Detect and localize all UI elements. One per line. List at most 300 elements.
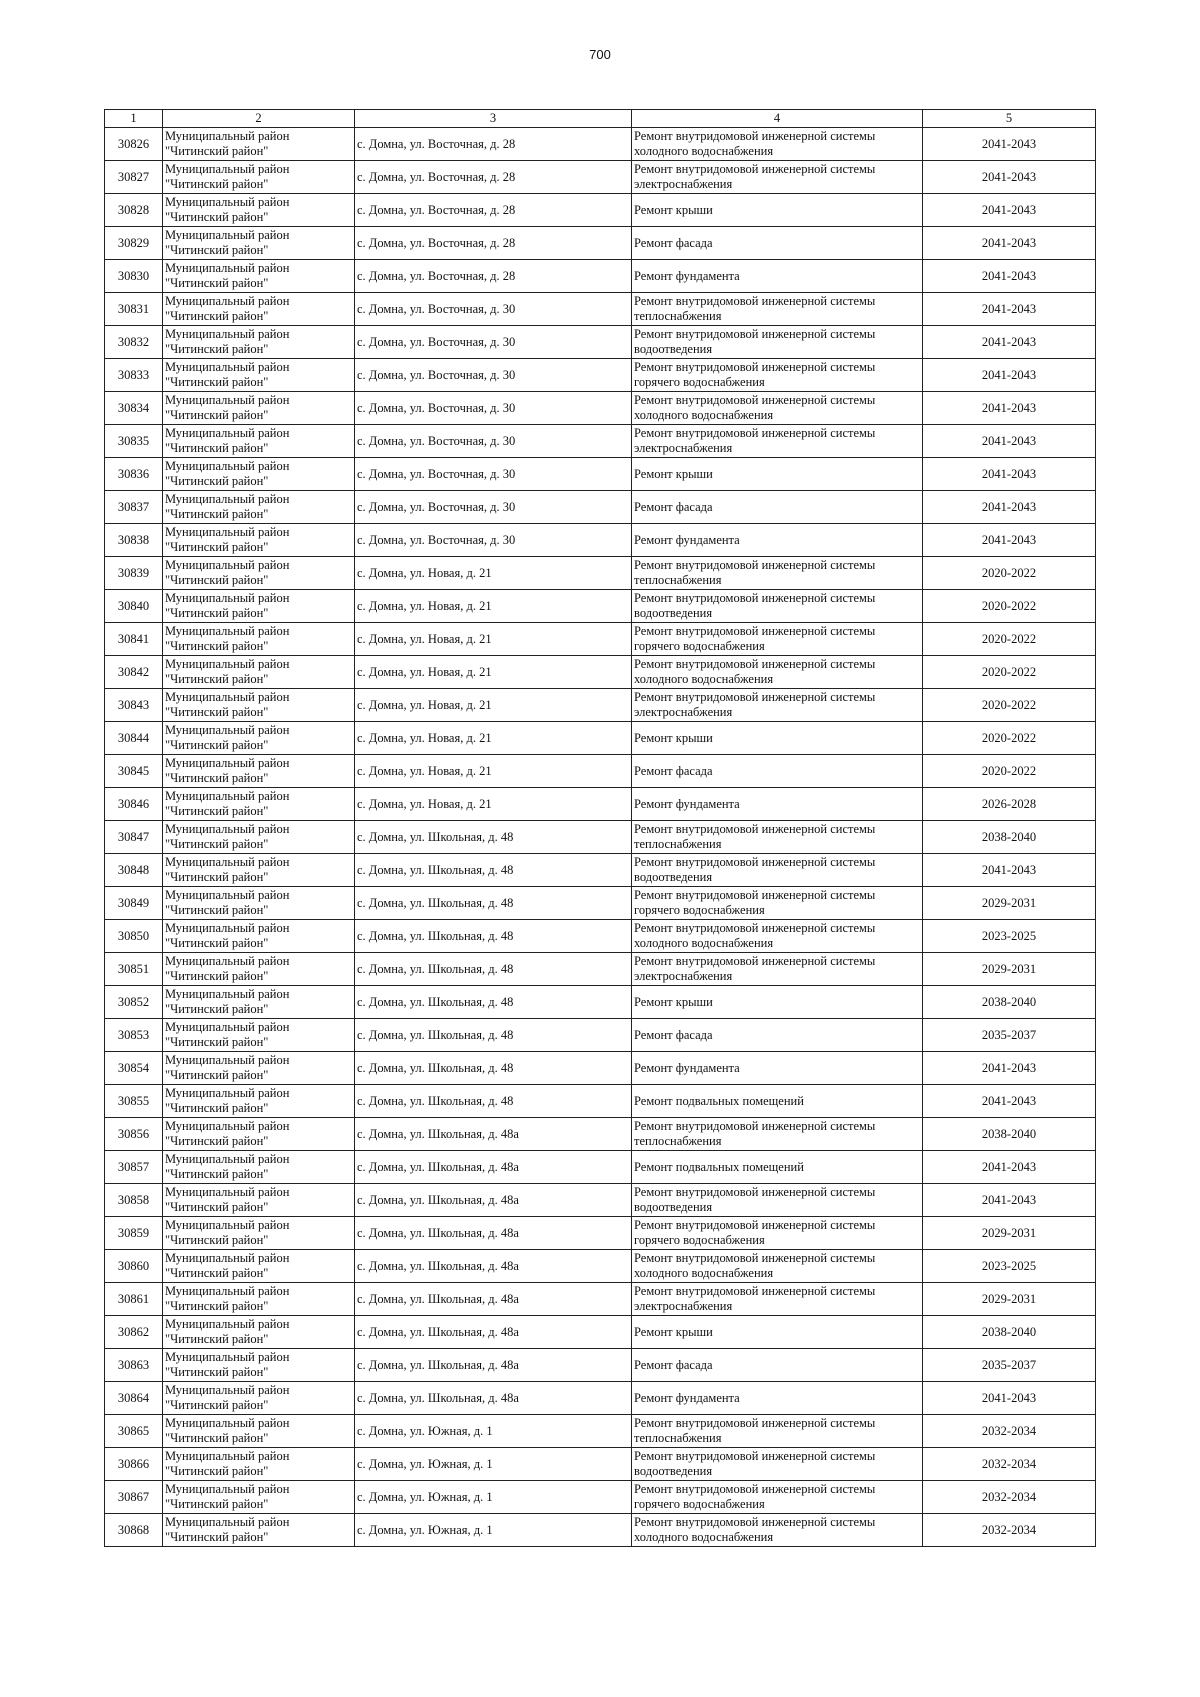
period-cell: 2041-2043 — [923, 260, 1096, 293]
work-type-line: Ремонт внутридомовой инженерной системы — [634, 1482, 876, 1496]
period-cell: 2029-2031 — [923, 1217, 1096, 1250]
row-number-cell: 30854 — [105, 1052, 163, 1085]
work-type-line: Ремонт фасада — [634, 1027, 713, 1042]
municipality-line: "Читинский район" — [165, 969, 269, 983]
work-type-line: холодного водоснабжения — [634, 672, 774, 686]
period-cell: 2020-2022 — [923, 755, 1096, 788]
work-type-cell — [632, 425, 923, 458]
municipality-cell — [163, 1316, 355, 1349]
column-header-3: 3 — [355, 110, 632, 128]
row-number-cell: 30826 — [105, 128, 163, 161]
table-row — [105, 755, 1096, 788]
work-type-cell — [632, 458, 923, 491]
address-cell: с. Домна, ул. Школьная, д. 48а — [355, 1217, 632, 1250]
work-type-cell — [632, 1481, 923, 1514]
address-cell: с. Домна, ул. Школьная, д. 48а — [355, 1283, 632, 1316]
municipality-line: "Читинский район" — [165, 1365, 269, 1379]
row-number-cell: 30846 — [105, 788, 163, 821]
municipality-line: "Читинский район" — [165, 771, 269, 785]
table-row — [105, 359, 1096, 392]
municipality-line: Муниципальный район — [165, 591, 290, 605]
municipality-line: "Читинский район" — [165, 672, 269, 686]
work-type-line: водоотведения — [634, 870, 713, 884]
work-type-cell — [632, 722, 923, 755]
work-type-line: электроснабжения — [634, 969, 733, 983]
row-number-cell: 30856 — [105, 1118, 163, 1151]
work-type-line: Ремонт внутридомовой инженерной системы — [634, 954, 876, 968]
period-cell: 2026-2028 — [923, 788, 1096, 821]
municipality-line: Муниципальный район — [165, 1251, 290, 1265]
work-type-line: Ремонт внутридомовой инженерной системы — [634, 1251, 876, 1265]
table-row — [105, 1316, 1096, 1349]
table-row — [105, 1151, 1096, 1184]
row-number-cell: 30842 — [105, 656, 163, 689]
table-row — [105, 227, 1096, 260]
work-type-line: Ремонт внутридомовой инженерной системы — [634, 1218, 876, 1232]
row-number-cell: 30849 — [105, 887, 163, 920]
table-row — [105, 1250, 1096, 1283]
municipality-cell — [163, 854, 355, 887]
work-type-line: теплоснабжения — [634, 573, 722, 587]
municipality-line: Муниципальный район — [165, 558, 290, 572]
period-cell: 2041-2043 — [923, 194, 1096, 227]
work-type-cell — [632, 656, 923, 689]
work-type-line: горячего водоснабжения — [634, 1497, 765, 1511]
municipality-line: Муниципальный район — [165, 327, 290, 341]
address-cell: с. Домна, ул. Восточная, д. 30 — [355, 491, 632, 524]
period-cell: 2029-2031 — [923, 953, 1096, 986]
municipality-line: "Читинский район" — [165, 342, 269, 356]
municipality-cell — [163, 491, 355, 524]
table-row — [105, 326, 1096, 359]
row-number-cell: 30851 — [105, 953, 163, 986]
municipality-cell — [163, 161, 355, 194]
municipality-line: Муниципальный район — [165, 1416, 290, 1430]
work-type-line: Ремонт внутридомовой инженерной системы — [634, 690, 876, 704]
municipality-cell — [163, 1250, 355, 1283]
period-cell: 2038-2040 — [923, 986, 1096, 1019]
table-row — [105, 293, 1096, 326]
municipality-cell — [163, 656, 355, 689]
row-number-cell: 30839 — [105, 557, 163, 590]
address-cell: с. Домна, ул. Школьная, д. 48 — [355, 986, 632, 1019]
period-cell: 2032-2034 — [923, 1448, 1096, 1481]
municipality-line: "Читинский район" — [165, 606, 269, 620]
municipality-cell — [163, 623, 355, 656]
row-number-cell: 30835 — [105, 425, 163, 458]
table-row — [105, 1019, 1096, 1052]
municipality-line: Муниципальный район — [165, 162, 290, 176]
table-row — [105, 1283, 1096, 1316]
work-type-cell — [632, 1151, 923, 1184]
municipality-line: "Читинский район" — [165, 1200, 269, 1214]
municipality-line: "Читинский район" — [165, 144, 269, 158]
municipality-cell — [163, 392, 355, 425]
work-type-cell — [632, 953, 923, 986]
municipality-cell — [163, 1283, 355, 1316]
municipality-cell — [163, 1019, 355, 1052]
municipality-line: Муниципальный район — [165, 261, 290, 275]
row-number-cell: 30833 — [105, 359, 163, 392]
row-number-cell: 30828 — [105, 194, 163, 227]
address-cell: с. Домна, ул. Восточная, д. 30 — [355, 293, 632, 326]
municipality-cell — [163, 1382, 355, 1415]
work-type-cell — [632, 326, 923, 359]
period-cell: 2041-2043 — [923, 161, 1096, 194]
work-type-line: Ремонт внутридомовой инженерной системы — [634, 591, 876, 605]
address-cell: с. Домна, ул. Восточная, д. 28 — [355, 227, 632, 260]
municipality-line: "Читинский район" — [165, 1431, 269, 1445]
repair-schedule-table — [104, 109, 1096, 1547]
work-type-line: Ремонт внутридомовой инженерной системы — [634, 1185, 876, 1199]
table-row — [105, 1382, 1096, 1415]
municipality-line: "Читинский район" — [165, 837, 269, 851]
work-type-line: Ремонт внутридомовой инженерной системы — [634, 624, 876, 638]
municipality-line: Муниципальный район — [165, 1449, 290, 1463]
row-number-cell: 30827 — [105, 161, 163, 194]
municipality-line: "Читинский район" — [165, 936, 269, 950]
table-row — [105, 425, 1096, 458]
period-cell: 2041-2043 — [923, 326, 1096, 359]
row-number-cell: 30829 — [105, 227, 163, 260]
municipality-line: "Читинский район" — [165, 573, 269, 587]
address-cell: с. Домна, ул. Школьная, д. 48а — [355, 1151, 632, 1184]
work-type-line: теплоснабжения — [634, 309, 722, 323]
work-type-line: водоотведения — [634, 606, 713, 620]
table-row — [105, 854, 1096, 887]
row-number-cell: 30866 — [105, 1448, 163, 1481]
table-row — [105, 1349, 1096, 1382]
row-number-cell: 30868 — [105, 1514, 163, 1547]
work-type-line: Ремонт внутридомовой инженерной системы — [634, 294, 876, 308]
municipality-line: Муниципальный район — [165, 1218, 290, 1232]
municipality-cell — [163, 1151, 355, 1184]
municipality-line: Муниципальный район — [165, 1119, 290, 1133]
work-type-line: холодного водоснабжения — [634, 1266, 774, 1280]
municipality-cell — [163, 1184, 355, 1217]
work-type-line: Ремонт внутридомовой инженерной системы — [634, 393, 876, 407]
row-number-cell: 30841 — [105, 623, 163, 656]
address-cell: с. Домна, ул. Школьная, д. 48 — [355, 1052, 632, 1085]
table-row — [105, 524, 1096, 557]
municipality-line: Муниципальный район — [165, 1383, 290, 1397]
work-type-cell — [632, 689, 923, 722]
work-type-cell — [632, 1382, 923, 1415]
work-type-line: Ремонт внутридомовой инженерной системы — [634, 1449, 876, 1463]
municipality-line: "Читинский район" — [165, 1068, 269, 1082]
municipality-line: Муниципальный район — [165, 789, 290, 803]
row-number-cell: 30830 — [105, 260, 163, 293]
municipality-line: Муниципальный район — [165, 921, 290, 935]
work-type-cell — [632, 854, 923, 887]
row-number-cell: 30860 — [105, 1250, 163, 1283]
address-cell: с. Домна, ул. Школьная, д. 48а — [355, 1349, 632, 1382]
table-row — [105, 623, 1096, 656]
work-type-cell — [632, 293, 923, 326]
period-cell: 2020-2022 — [923, 722, 1096, 755]
column-header-4: 4 — [632, 110, 923, 128]
municipality-line: Муниципальный район — [165, 393, 290, 407]
address-cell: с. Домна, ул. Новая, д. 21 — [355, 590, 632, 623]
municipality-line: "Читинский район" — [165, 276, 269, 290]
work-type-cell — [632, 623, 923, 656]
address-cell: с. Домна, ул. Новая, д. 21 — [355, 788, 632, 821]
municipality-line: "Читинский район" — [165, 309, 269, 323]
municipality-line: Муниципальный район — [165, 1482, 290, 1496]
period-cell: 2023-2025 — [923, 920, 1096, 953]
municipality-line: Муниципальный район — [165, 1152, 290, 1166]
period-cell: 2041-2043 — [923, 491, 1096, 524]
period-cell: 2041-2043 — [923, 227, 1096, 260]
work-type-line: Ремонт внутридомовой инженерной системы — [634, 1515, 876, 1529]
municipality-line: "Читинский район" — [165, 1398, 269, 1412]
row-number-cell: 30832 — [105, 326, 163, 359]
work-type-line: горячего водоснабжения — [634, 639, 765, 653]
table-row — [105, 689, 1096, 722]
table-row — [105, 1481, 1096, 1514]
address-cell: с. Домна, ул. Восточная, д. 28 — [355, 194, 632, 227]
row-number-cell: 30853 — [105, 1019, 163, 1052]
table-row — [105, 1448, 1096, 1481]
table-row — [105, 1514, 1096, 1547]
page-number: 700 — [589, 47, 611, 62]
period-cell: 2041-2043 — [923, 128, 1096, 161]
work-type-line: Ремонт фундамента — [634, 1390, 740, 1405]
work-type-line: Ремонт фундамента — [634, 796, 740, 811]
municipality-line: Муниципальный район — [165, 1185, 290, 1199]
table-row — [105, 458, 1096, 491]
municipality-cell — [163, 260, 355, 293]
municipality-line: "Читинский район" — [165, 177, 269, 191]
work-type-line: Ремонт фасада — [634, 235, 713, 250]
municipality-line: "Читинский район" — [165, 870, 269, 884]
period-cell: 2041-2043 — [923, 359, 1096, 392]
municipality-cell — [163, 1349, 355, 1382]
work-type-line: теплоснабжения — [634, 1431, 722, 1445]
table-row — [105, 1217, 1096, 1250]
municipality-line: Муниципальный район — [165, 888, 290, 902]
period-cell: 2023-2025 — [923, 1250, 1096, 1283]
period-cell: 2032-2034 — [923, 1415, 1096, 1448]
municipality-line: Муниципальный район — [165, 1515, 290, 1529]
municipality-line: "Читинский район" — [165, 441, 269, 455]
work-type-line: Ремонт фасада — [634, 1357, 713, 1372]
address-cell: с. Домна, ул. Восточная, д. 30 — [355, 425, 632, 458]
municipality-line: "Читинский район" — [165, 804, 269, 818]
work-type-cell — [632, 1019, 923, 1052]
work-type-line: теплоснабжения — [634, 1134, 722, 1148]
address-cell: с. Домна, ул. Школьная, д. 48 — [355, 920, 632, 953]
municipality-cell — [163, 425, 355, 458]
municipality-cell — [163, 524, 355, 557]
work-type-line: Ремонт фундамента — [634, 532, 740, 547]
work-type-cell — [632, 1316, 923, 1349]
municipality-line: "Читинский район" — [165, 1167, 269, 1181]
municipality-cell — [163, 1448, 355, 1481]
work-type-line: Ремонт внутридомовой инженерной системы — [634, 558, 876, 572]
column-header-1: 1 — [105, 110, 163, 128]
address-cell: с. Домна, ул. Восточная, д. 28 — [355, 128, 632, 161]
municipality-cell — [163, 590, 355, 623]
work-type-cell — [632, 821, 923, 854]
municipality-line: "Читинский район" — [165, 243, 269, 257]
municipality-cell — [163, 1514, 355, 1547]
municipality-line: "Читинский район" — [165, 1497, 269, 1511]
table-row — [105, 1415, 1096, 1448]
address-cell: с. Домна, ул. Южная, д. 1 — [355, 1448, 632, 1481]
municipality-line: Муниципальный район — [165, 690, 290, 704]
address-cell: с. Домна, ул. Новая, д. 21 — [355, 689, 632, 722]
address-cell: с. Домна, ул. Школьная, д. 48 — [355, 821, 632, 854]
period-cell: 2041-2043 — [923, 425, 1096, 458]
work-type-line: Ремонт внутридомовой инженерной системы — [634, 162, 876, 176]
work-type-cell — [632, 491, 923, 524]
address-cell: с. Домна, ул. Восточная, д. 30 — [355, 359, 632, 392]
work-type-cell — [632, 986, 923, 1019]
work-type-line: холодного водоснабжения — [634, 408, 774, 422]
municipality-cell — [163, 194, 355, 227]
municipality-line: "Читинский район" — [165, 507, 269, 521]
address-cell: с. Домна, ул. Школьная, д. 48а — [355, 1118, 632, 1151]
municipality-line: Муниципальный район — [165, 657, 290, 671]
municipality-line: Муниципальный район — [165, 822, 290, 836]
work-type-line: горячего водоснабжения — [634, 903, 765, 917]
municipality-cell — [163, 1085, 355, 1118]
row-number-cell: 30865 — [105, 1415, 163, 1448]
work-type-line: Ремонт внутридомовой инженерной системы — [634, 855, 876, 869]
address-cell: с. Домна, ул. Школьная, д. 48 — [355, 854, 632, 887]
municipality-cell — [163, 755, 355, 788]
period-cell: 2038-2040 — [923, 1118, 1096, 1151]
table-body — [105, 128, 1096, 1547]
municipality-line: "Читинский район" — [165, 705, 269, 719]
municipality-line: Муниципальный район — [165, 1086, 290, 1100]
address-cell: с. Домна, ул. Новая, д. 21 — [355, 722, 632, 755]
table-row — [105, 557, 1096, 590]
work-type-line: Ремонт подвальных помещений — [634, 1159, 804, 1174]
row-number-cell: 30845 — [105, 755, 163, 788]
municipality-line: Муниципальный район — [165, 987, 290, 1001]
work-type-line: горячего водоснабжения — [634, 1233, 765, 1247]
row-number-cell: 30867 — [105, 1481, 163, 1514]
municipality-line: "Читинский район" — [165, 1233, 269, 1247]
row-number-cell: 30847 — [105, 821, 163, 854]
municipality-line: "Читинский район" — [165, 1464, 269, 1478]
row-number-cell: 30863 — [105, 1349, 163, 1382]
address-cell: с. Домна, ул. Школьная, д. 48а — [355, 1184, 632, 1217]
work-type-cell — [632, 1448, 923, 1481]
work-type-cell — [632, 260, 923, 293]
municipality-cell — [163, 1481, 355, 1514]
address-cell: с. Домна, ул. Восточная, д. 28 — [355, 161, 632, 194]
table-row — [105, 128, 1096, 161]
work-type-line: холодного водоснабжения — [634, 936, 774, 950]
work-type-line: Ремонт внутридомовой инженерной системы — [634, 657, 876, 671]
period-cell: 2035-2037 — [923, 1349, 1096, 1382]
period-cell: 2041-2043 — [923, 1151, 1096, 1184]
work-type-line: водоотведения — [634, 1200, 713, 1214]
table-row — [105, 590, 1096, 623]
work-type-line: Ремонт внутридомовой инженерной системы — [634, 1416, 876, 1430]
municipality-cell — [163, 359, 355, 392]
row-number-cell: 30840 — [105, 590, 163, 623]
municipality-cell — [163, 1118, 355, 1151]
row-number-cell: 30864 — [105, 1382, 163, 1415]
row-number-cell: 30837 — [105, 491, 163, 524]
period-cell: 2041-2043 — [923, 392, 1096, 425]
table-row — [105, 887, 1096, 920]
work-type-cell — [632, 590, 923, 623]
municipality-line: Муниципальный район — [165, 129, 290, 143]
period-cell: 2041-2043 — [923, 1382, 1096, 1415]
address-cell: с. Домна, ул. Школьная, д. 48 — [355, 1085, 632, 1118]
address-cell: с. Домна, ул. Школьная, д. 48а — [355, 1382, 632, 1415]
municipality-cell — [163, 1217, 355, 1250]
work-type-line: Ремонт внутридомовой инженерной системы — [634, 327, 876, 341]
work-type-cell — [632, 788, 923, 821]
municipality-cell — [163, 458, 355, 491]
work-type-cell — [632, 920, 923, 953]
work-type-cell — [632, 227, 923, 260]
table-row — [105, 1118, 1096, 1151]
address-cell: с. Домна, ул. Южная, д. 1 — [355, 1415, 632, 1448]
table-row — [105, 260, 1096, 293]
municipality-line: "Читинский район" — [165, 210, 269, 224]
work-type-line: Ремонт крыши — [634, 202, 713, 217]
period-cell: 2041-2043 — [923, 458, 1096, 491]
municipality-line: "Читинский район" — [165, 474, 269, 488]
period-cell: 2041-2043 — [923, 1184, 1096, 1217]
address-cell: с. Домна, ул. Школьная, д. 48а — [355, 1250, 632, 1283]
work-type-line: Ремонт внутридомовой инженерной системы — [634, 822, 876, 836]
work-type-line: теплоснабжения — [634, 837, 722, 851]
table-row — [105, 194, 1096, 227]
municipality-line: Муниципальный район — [165, 228, 290, 242]
work-type-cell — [632, 1184, 923, 1217]
municipality-cell — [163, 953, 355, 986]
address-cell: с. Домна, ул. Школьная, д. 48 — [355, 953, 632, 986]
table-row — [105, 161, 1096, 194]
municipality-line: Муниципальный район — [165, 525, 290, 539]
work-type-cell — [632, 128, 923, 161]
municipality-line: Муниципальный район — [165, 360, 290, 374]
municipality-line: "Читинский район" — [165, 738, 269, 752]
work-type-line: электроснабжения — [634, 177, 733, 191]
period-cell: 2020-2022 — [923, 557, 1096, 590]
work-type-cell — [632, 1514, 923, 1547]
address-cell: с. Домна, ул. Южная, д. 1 — [355, 1514, 632, 1547]
table-row — [105, 491, 1096, 524]
period-cell: 2038-2040 — [923, 821, 1096, 854]
work-type-cell — [632, 887, 923, 920]
work-type-line: электроснабжения — [634, 441, 733, 455]
municipality-line: "Читинский район" — [165, 1266, 269, 1280]
work-type-cell — [632, 194, 923, 227]
work-type-cell — [632, 161, 923, 194]
header-row — [105, 110, 1096, 128]
municipality-line: Муниципальный район — [165, 1284, 290, 1298]
period-cell: 2020-2022 — [923, 689, 1096, 722]
municipality-cell — [163, 326, 355, 359]
work-type-cell — [632, 1052, 923, 1085]
period-cell: 2032-2034 — [923, 1514, 1096, 1547]
work-type-cell — [632, 359, 923, 392]
municipality-line: "Читинский район" — [165, 639, 269, 653]
table-row — [105, 656, 1096, 689]
row-number-cell: 30858 — [105, 1184, 163, 1217]
municipality-cell — [163, 887, 355, 920]
period-cell: 2032-2034 — [923, 1481, 1096, 1514]
